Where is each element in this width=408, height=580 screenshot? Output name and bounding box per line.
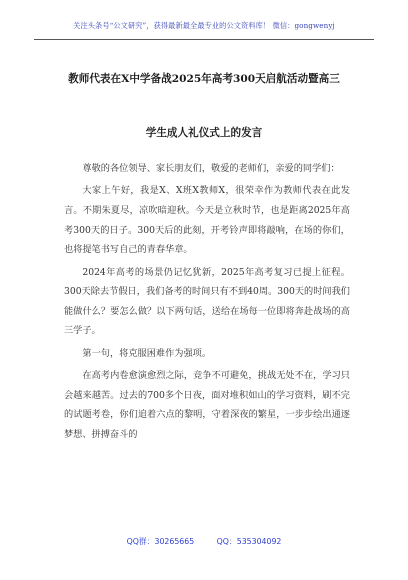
header-divider [34, 39, 374, 40]
paragraph-greeting: 尊敬的各位领导、家长朋友们，敬爱的老师们，亲爱的同学们： [82, 163, 340, 174]
document-title-line-1: 教师代表在X中学备战2025年高考300天启航活动暨高三 [68, 73, 340, 85]
document-title-line-2: 学生成人礼仪式上的发言 [145, 127, 263, 139]
footer-contacts [0, 536, 408, 547]
paragraph-introduction: 大家上午好，我是X、X班X教师X，很荣幸作为教师代表在此发言。不期朱夏尽，凉吹暗迎秋。今天是立秋时节，也是距离2025年高考300天的日子。300天后的此刻，开考铃声即将敲响，在场的你们，也将提笔书写自己的青春华章。 [64, 185, 350, 256]
header-note: 关注头条号“公文研究”，获得最新最全最专业的公文资料库！ 微信：gongwenyj [73, 21, 335, 30]
footer-qq-number: QQ：535304092 [216, 537, 282, 546]
document-body [64, 159, 350, 447]
footer-qq-group: QQ群：30265665 [126, 537, 195, 546]
paragraph-countdown: 2024年高考的场景仍记忆犹新，2025年高考复习已提上征程。300天除去节假日，我们备考的时间只有不到40周。300天的时间我们能做什么？要怎么做？以下两句话，送给在场每一位即将奔赴战场的高三学子。 [64, 266, 350, 337]
paragraph-first-point: 第一句，将克服困难作为强项。 [82, 347, 212, 359]
paragraph-competition: 在高考内卷愈演愈烈之际，竞争不可避免，挑战无处不在，学习只会越来越苦。过去的700多个日夜，面对堆积如山的学习资料，刷不完的试题考卷，你们追着六点的黎明，守着深夜的繁星，一步步绘出通逐梦想、拼搏奋斗的 [64, 370, 350, 440]
